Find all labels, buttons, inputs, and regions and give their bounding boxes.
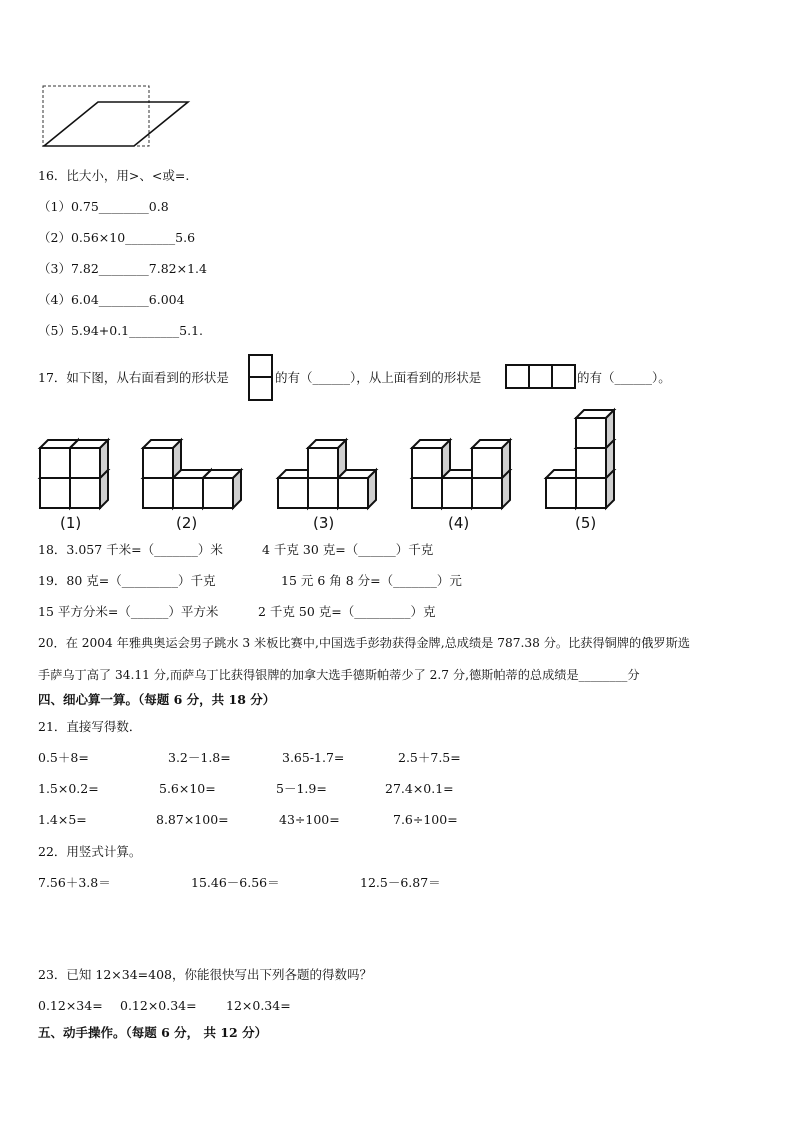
- q19-b: 15 元 6 角 8 分=（_______）元: [281, 573, 462, 588]
- q21-r2-c3: 5－1.9=: [276, 781, 327, 796]
- q16-title: 16．比大小，用>、<或=.: [38, 168, 190, 183]
- q20-line-2: 手萨乌丁高了 34.11 分,而萨乌丁比获得银牌的加拿大选手德斯帕蒂少了 2.7 分,德斯帕蒂的总成绩是________分: [38, 668, 640, 682]
- top-view-shape-icon: [505, 364, 577, 390]
- q21-r2-c4: 27.4×0.1=: [385, 781, 454, 796]
- q21-r2-c2: 5.6×10=: [159, 781, 216, 796]
- q21-r1-c4: 2.5＋7.5=: [398, 750, 461, 765]
- section-5-heading: 五、动手操作。（每题 6 分， 共 12 分）: [38, 1025, 268, 1040]
- figure-label-2: (2): [176, 514, 198, 532]
- q21-r3-c3: 43÷100=: [279, 812, 340, 827]
- q17-text-1: 17．如下图，从右面看到的形状是: [38, 370, 229, 385]
- q22-item-3: 12.5－6.87＝: [360, 875, 441, 890]
- q22-item-1: 7.56＋3.8＝: [38, 875, 111, 890]
- cube-figures: [30, 404, 630, 536]
- q19b-a: 15 平方分米=（______）平方米: [38, 604, 219, 619]
- q16-item-5: （5）5.94+0.1________5.1.: [38, 323, 203, 338]
- parallelogram-figure: [38, 82, 198, 148]
- q21-r1-c2: 3.2－1.8=: [168, 750, 231, 765]
- q22-title: 22．用竖式计算。: [38, 844, 142, 859]
- section-4-heading: 四、细心算一算。（每题 6 分，共 18 分）: [38, 692, 276, 707]
- q22-item-2: 15.46－6.56＝: [191, 875, 280, 890]
- q21-r3-c1: 1.4×5=: [38, 812, 87, 827]
- q23-title: 23．已知 12×34=408，你能很快写出下列各题的得数吗？: [38, 967, 372, 982]
- q21-r3-c4: 7.6÷100=: [393, 812, 458, 827]
- q21-title: 21．直接写得数．: [38, 719, 142, 734]
- q21-r1-c1: 0.5＋8=: [38, 750, 89, 765]
- figure-label-1: (1): [60, 514, 82, 532]
- q18-b: 4 千克 30 克=（______）千克: [262, 542, 434, 557]
- q21-r2-c1: 1.5×0.2=: [38, 781, 99, 796]
- q17-text-2: 的有（______），从上面看到的形状是: [275, 370, 482, 385]
- q20-line-1: 20．在 2004 年雅典奥运会男子跳水 3 米板比赛中,中国选手彭勃获得金牌,总成绩是 787.38 分。比获得铜牌的俄罗斯选: [38, 636, 690, 650]
- q16-item-2: （2）0.56×10________5.6: [38, 230, 196, 245]
- right-view-shape-icon: [248, 354, 274, 402]
- q21-r3-c2: 8.87×100=: [156, 812, 229, 827]
- q23-item-3: 12×0.34=: [226, 998, 291, 1013]
- q18-a: 18．3.057 千米=（_______）米: [38, 542, 223, 557]
- q16-item-3: （3）7.82________7.82×1.4: [38, 261, 207, 276]
- q19b-b: 2 千克 50 克=（_________）克: [258, 604, 436, 619]
- q17-text-3: 的有（______）。: [577, 370, 671, 385]
- figure-label-4: (4): [448, 514, 470, 532]
- q19-a: 19．80 克=（_________）千克: [38, 573, 216, 588]
- q16-item-1: （1）0.75________0.8: [38, 199, 169, 214]
- figure-label-3: (3): [313, 514, 335, 532]
- q23-item-1: 0.12×34=: [38, 998, 103, 1013]
- q23-item-2: 0.12×0.34=: [120, 998, 197, 1013]
- q21-r1-c3: 3.65-1.7=: [282, 750, 345, 765]
- q16-item-4: （4）6.04________6.004: [38, 292, 185, 307]
- figure-label-5: (5): [575, 514, 597, 532]
